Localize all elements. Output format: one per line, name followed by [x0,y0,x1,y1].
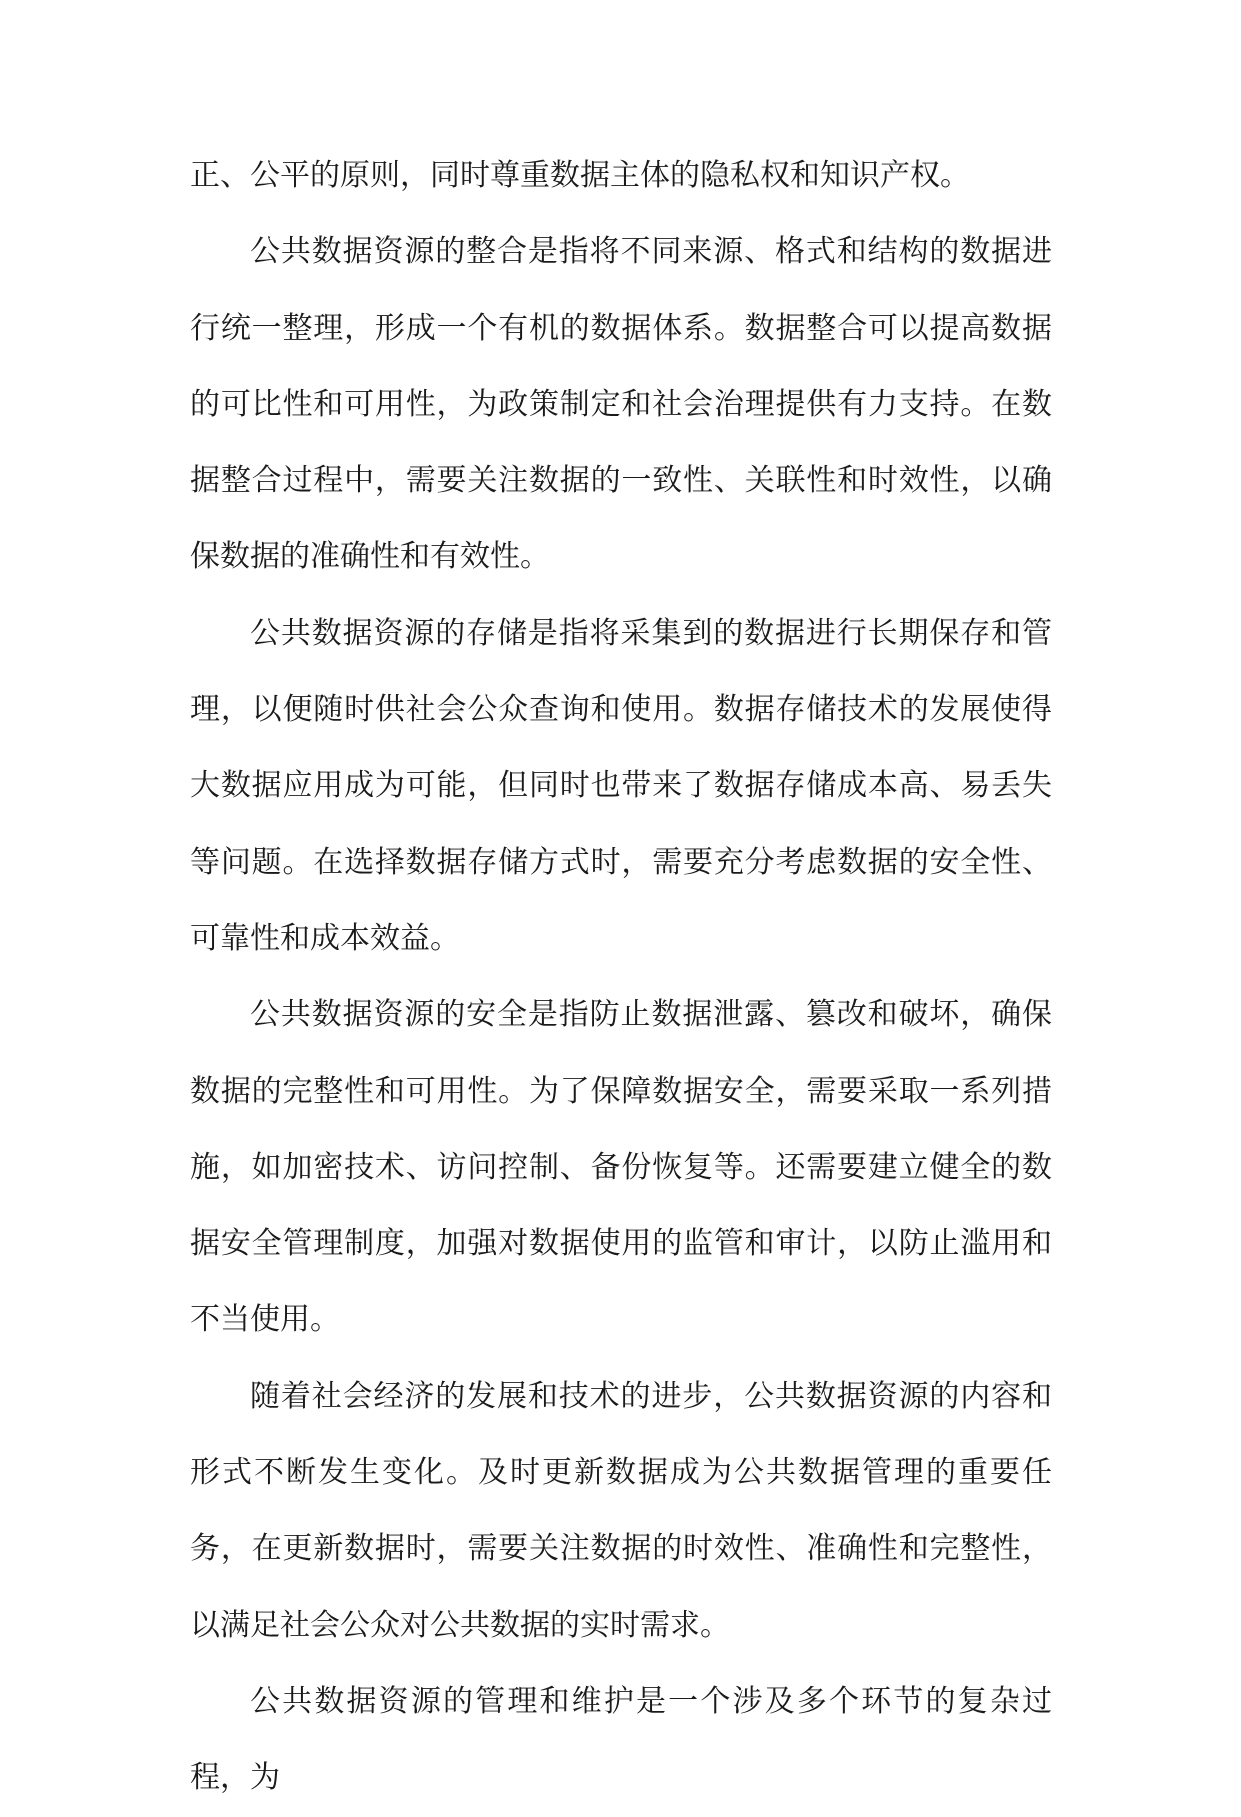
paragraph-data-storage: 公共数据资源的存储是指将采集到的数据进行长期保存和管理，以便随时供社会公众查询和使用。数据存储技术的发展使得大数据应用成为可能，但同时也带来了数据存储成本高、易丢失等问题。在选择数据存储方式时，需要充分考虑数据的安全性、可靠性和成本效益。 [190,615,1052,956]
paragraph-data-update: 随着社会经济的发展和技术的进步，公共数据资源的内容和形式不断发生变化。及时更新数据成为公共数据管理的重要任务，在更新数据时，需要关注数据的时效性、准确性和完整性，以满足社会公众对公共数据的实时需求。 [190,1378,1052,1643]
paragraph-continuation: 正、公平的原则，同时尊重数据主体的隐私权和知识产权。 [190,158,970,193]
paragraph-data-integration: 公共数据资源的整合是指将不同来源、格式和结构的数据进行统一整理，形成一个有机的数据体系。数据整合可以提高数据的可比性和可用性，为政策制定和社会治理提供有力支持。在数据整合过程中，需要关注数据的一致性、关联性和时效性，以确保数据的准确性和有效性。 [190,234,1052,575]
document-body [190,138,1052,1817]
paragraph-data-security: 公共数据资源的安全是指防止数据泄露、篡改和破坏，确保数据的完整性和可用性。为了保障数据安全，需要采取一系列措施，如加密技术、访问控制、备份恢复等。还需要建立健全的数据安全管理制度，加强对数据使用的监管和审计，以防止滥用和不当使用。 [190,997,1052,1338]
paragraph-data-management: 公共数据资源的管理和维护是一个涉及多个环节的复杂过程，为 [190,1683,1052,1796]
